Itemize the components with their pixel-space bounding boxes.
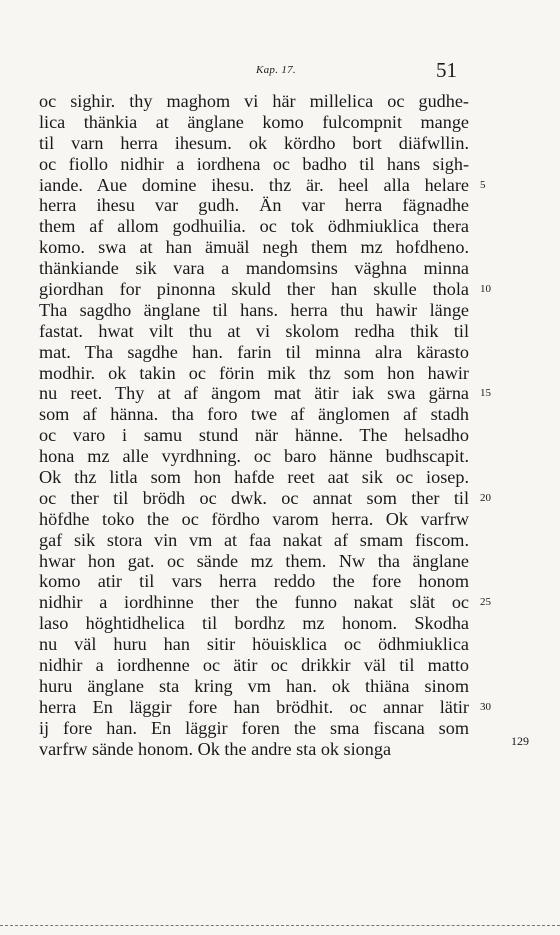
line-number: 25 (480, 596, 491, 609)
line-number (480, 363, 510, 384)
text-line: Ok thz litla som hon hafde reet aat sik oc iosep. (39, 467, 469, 488)
text-line: komo atir til vars herra reddo the fore honom (39, 571, 469, 592)
text-line: giordhan for pinonna skuld ther han skulle thola (39, 279, 469, 300)
text-line: oc varo i samu stund när hänne. The helsadho (39, 425, 469, 446)
line-number (480, 551, 510, 572)
line-number (480, 425, 510, 446)
text-line: varfrw sände honom. Ok the andre sta ok sionga (39, 738, 392, 759)
text-line: herra En läggir fore han brödhit. oc annar lätir (39, 696, 469, 717)
text-line: komo. swa at han ämuäl negh them mz hofdheno. (39, 237, 469, 258)
text-line: oc ther til brödh oc dwk. oc annat som ther til (39, 487, 469, 508)
text-line: herra ihesu var gudh. Än var herra fägnadhe (39, 195, 469, 216)
line-number (480, 613, 510, 634)
line-number (480, 300, 510, 321)
text-line: hona mz alle vyrdhning. oc baro hänne budhscapit. (39, 446, 469, 467)
line-number (480, 216, 510, 237)
line-number (480, 655, 510, 676)
text-line: them af allom godhuilia. oc tok ödhmiuklica thera (39, 216, 469, 237)
line-number (480, 739, 510, 760)
line-number (480, 112, 510, 133)
text-line: modhir. ok takin oc förin mik thz som hon hawir (39, 362, 469, 383)
line-number (480, 342, 510, 363)
page-number: 51 (436, 58, 457, 82)
text-line: hwar hon gat. oc sände mz them. Nw tha änglane (39, 550, 469, 571)
text-line: nu väl huru han sitir höuisklica oc ödhmiuklica (39, 634, 469, 655)
line-number: 30 (480, 700, 491, 713)
text-line: til varn herra ihesum. ok kördho bort diäfwllin. (39, 132, 469, 153)
text-line: thänkiande sik vara a mandomsins väghna minna (39, 258, 469, 279)
line-number (480, 467, 510, 488)
line-number: 5 (480, 178, 486, 191)
line-number: 20 (480, 491, 491, 504)
line-number (480, 91, 510, 112)
text-line: ij fore han. En läggir foren the sma fiscana som (39, 717, 469, 738)
text-line: huru änglane sta kring vm han. ok thiäna sinom (39, 675, 469, 696)
line-number (480, 718, 510, 739)
text-line: lica thänkia at änglane komo fulcompnit mange (39, 111, 469, 132)
line-number (480, 154, 510, 175)
line-number (480, 530, 510, 551)
line-number (480, 237, 510, 258)
text-line: laso höghtidhelica til bordhz mz honom. Skodha (39, 613, 469, 634)
text-line: höfdhe toko the oc fördho varom herra. Ok varfrw (39, 508, 469, 529)
text-line: mat. Tha sagdhe han. farin til minna alra kärasto (39, 341, 469, 362)
line-number (480, 404, 510, 425)
bottom-rule (0, 925, 560, 926)
line-number (480, 258, 510, 279)
text-line: nidhir a iordhinne ther the funno nakat slät oc (39, 592, 469, 613)
line-number (480, 676, 510, 697)
text-line: gaf sik stora vin vm at faa nakat af smam fiscom. (39, 529, 469, 550)
text-line: som af hänna. tha foro twe af änglomen af stadh (39, 404, 469, 425)
text-line: fastat. hwat vilt thu at vi skolom redha thik til (39, 320, 469, 341)
text-line: oc fiollo nidhir a iordhena oc badho til hans sigh- (39, 153, 469, 174)
line-number: 10 (480, 283, 491, 296)
text-line: iande. Aue domine ihesu. thz är. heel alla helare (39, 174, 469, 195)
text-line: Tha sagdho änglane til hans. herra thu hawir länge (39, 299, 469, 320)
margin-reference: 129 (511, 734, 529, 748)
body-text (39, 91, 469, 760)
line-number (480, 195, 510, 216)
line-number-column (480, 91, 510, 760)
text-line: oc sighir. thy maghom vi här millelica oc gudhe- (39, 91, 469, 111)
line-number: 15 (480, 387, 491, 400)
line-number (480, 634, 510, 655)
line-number (480, 133, 510, 154)
line-number (480, 446, 510, 467)
line-number (480, 571, 510, 592)
running-head: Kap. 17. (256, 64, 296, 76)
line-number (480, 509, 510, 530)
text-line: nu reet. Thy at af ängom mat ätir iak swa gärna (39, 383, 469, 404)
text-line: nidhir a iordhenne oc ätir oc drikkir väl til matto (39, 655, 469, 676)
line-number (480, 321, 510, 342)
